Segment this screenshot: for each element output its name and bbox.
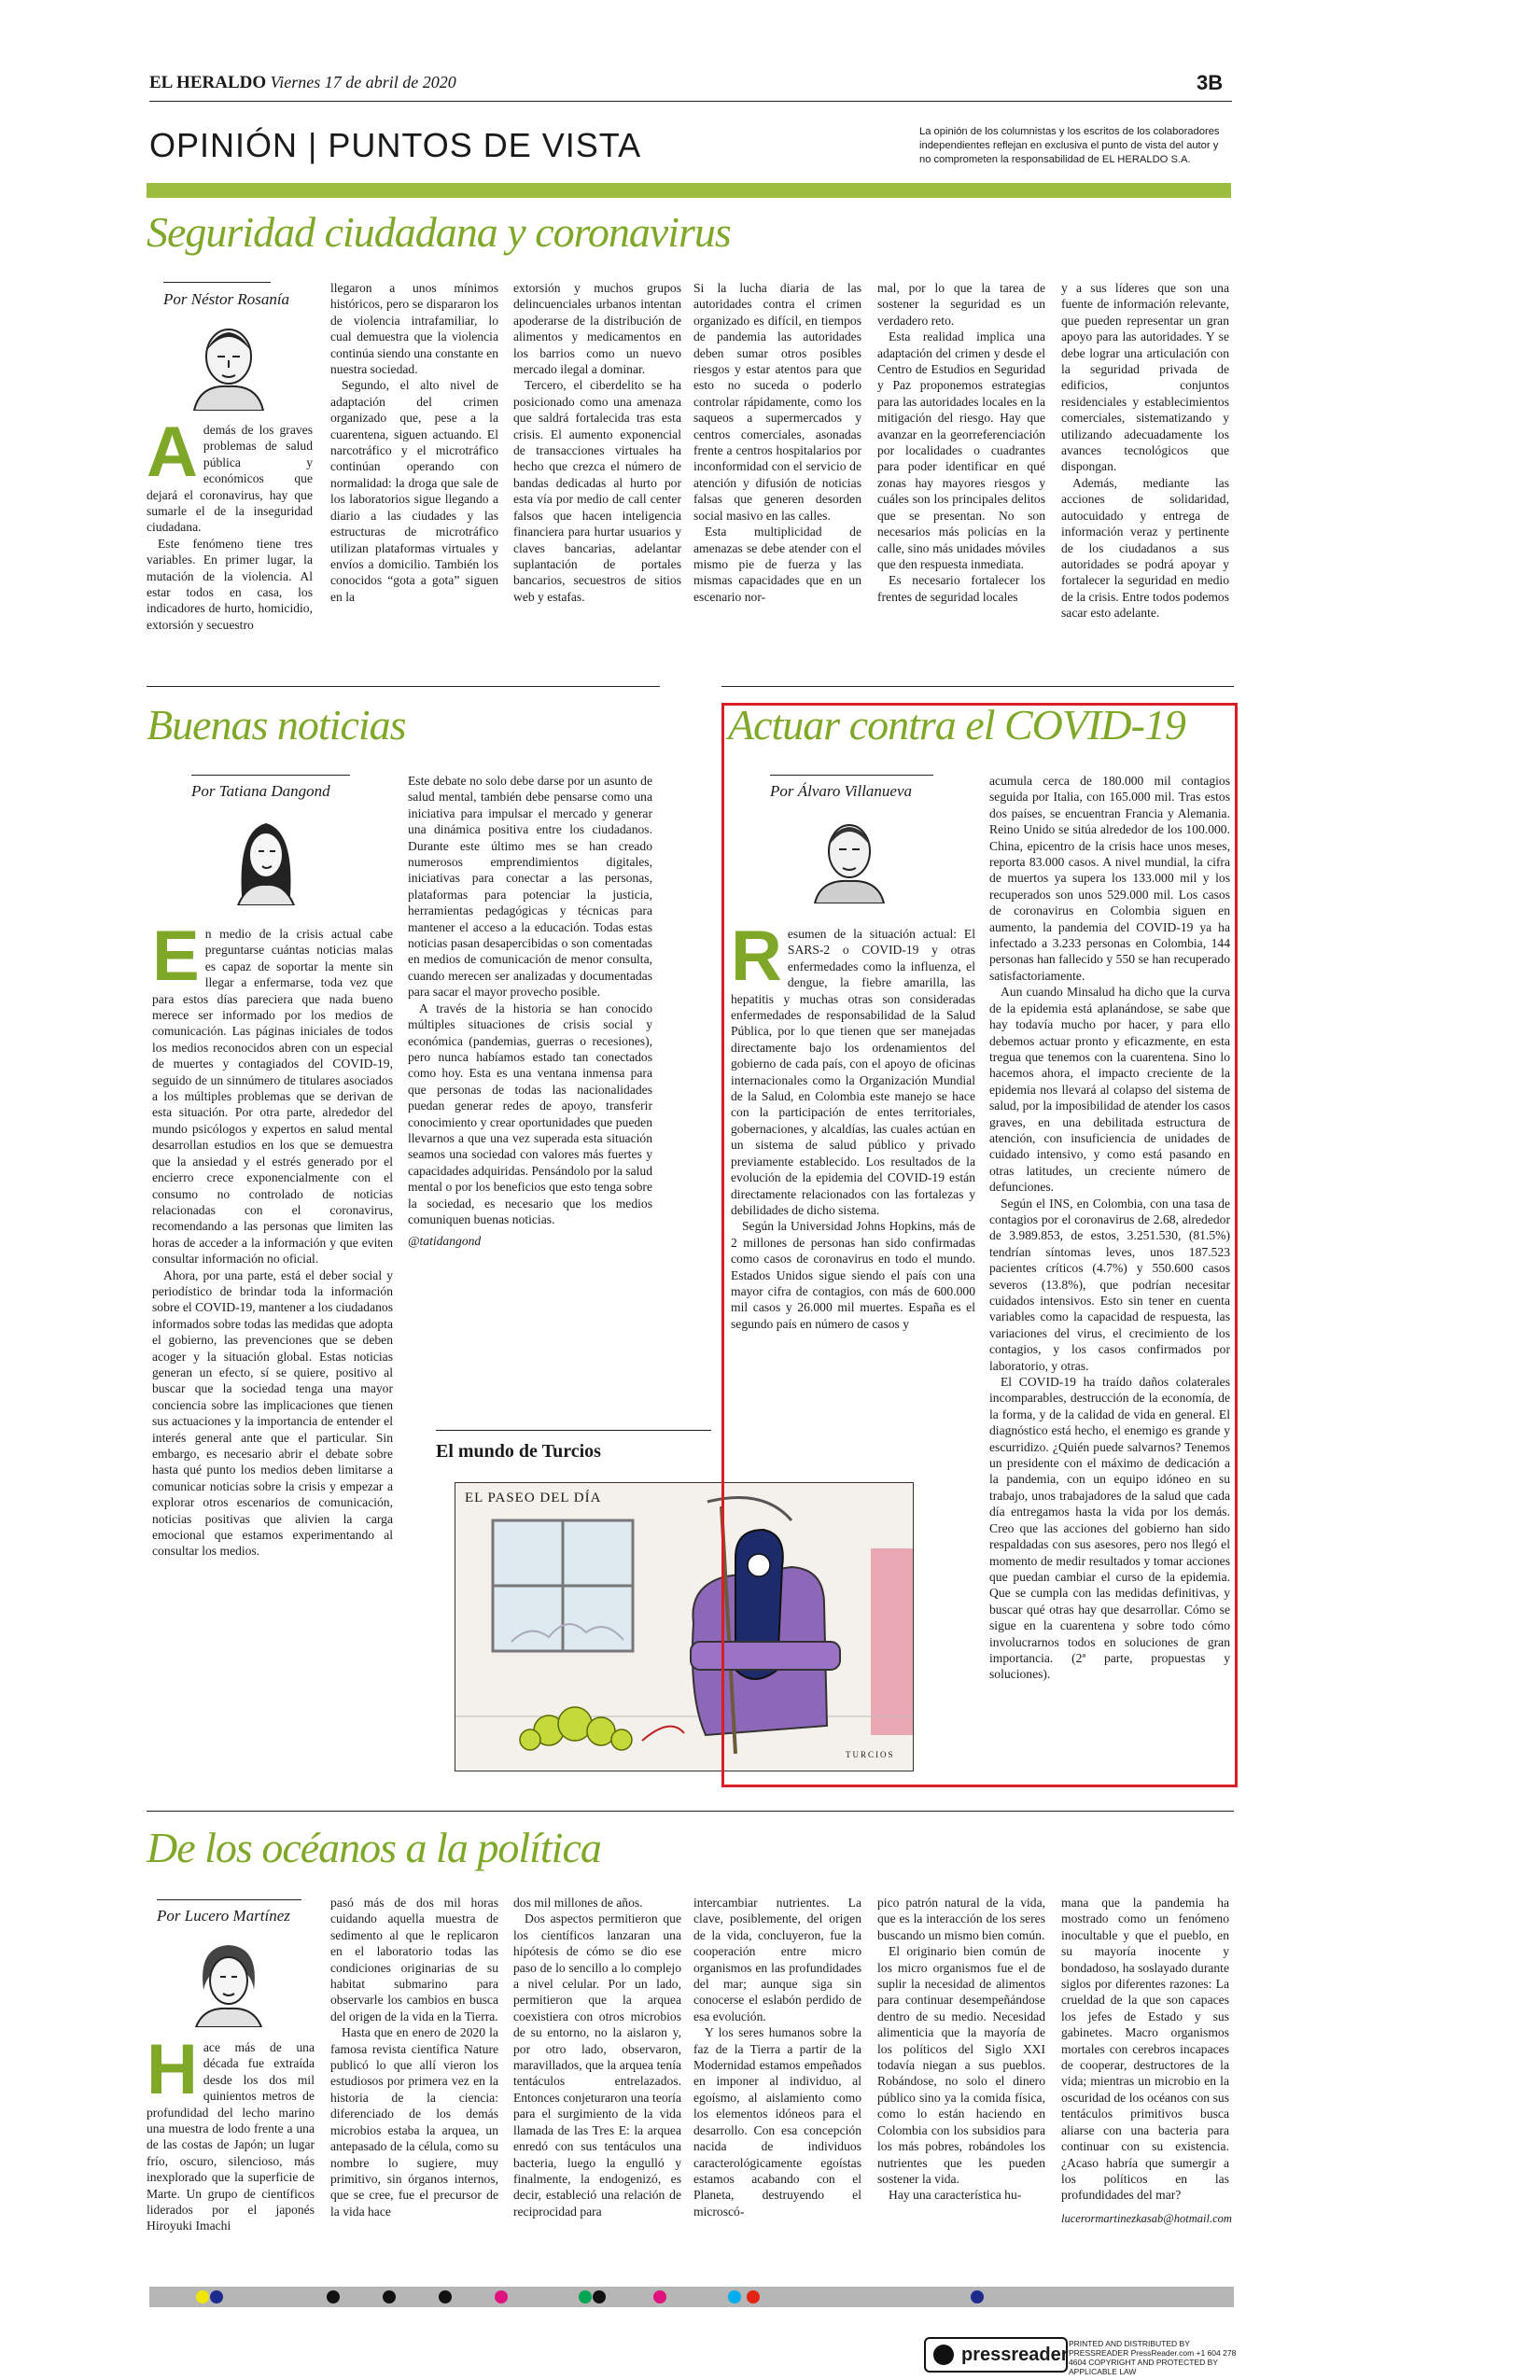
paper-name: EL HERALDO — [149, 73, 267, 92]
dropcap: E — [152, 917, 200, 996]
portrait-dangond — [229, 812, 303, 905]
issue-date: Viernes 17 de abril de 2020 — [270, 73, 456, 91]
column-1 — [152, 917, 393, 1560]
paragraph: extorsión y muchos grupos delincuenciales urbanos intentan apoderarse de la distribución de alimentos y medicamentos en los barrios como un nuevo mercado ilegal a dominar. — [513, 281, 681, 377]
paragraph: Es necesario fortalecer los frentes de seguridad locales — [877, 573, 1045, 604]
paragraph: Este fenómeno tiene tres variables. En primer lugar, la mutación de la violencia. Al estar todos en casa, los indicadores de hurto, homicidio, extorsión y secuestro — [147, 536, 313, 632]
paragraph: Este debate no solo debe darse por un asunto de salud mental, también debe pensarse como una iniciativa para impulsar el mercado y generar una dinámica positiva entre los ciudadanos. Durante este último mes se han creado numerosos emprendimientos digitales, iniciativas para conectar a las personas, plataformas para potenciar la justicia, herramientas pedagógicas y técnicas para mantener el acceso a la educación. Todas estas noticias pasan desapercibidas o son comentadas en medios de comunicación de menor consulta, cuando merecen ser analizadas y documentadas para sacar el mayor provecho posible. — [408, 774, 652, 1000]
page-number: 3B — [1197, 71, 1224, 94]
paragraph: Según el INS, en Colombia, con una tasa de contagios por el coronavirus de 2.68, alrededor de 3.989.853, de estos, 3.251.530, (81.5%) tendrían síntomas leves, unos 187.523 pacientes críticos (4.7%) y 550.600 casos severos (13.8%), que podrían necesitar cuidados intensivos. Esto sin tener en cuenta variables como la capacidad de respuesta, las variaciones del virus, el crecimiento de los contagios, y los casos confirmados por laboratorio, y otras. — [989, 1196, 1230, 1373]
pressreader-logo[interactable] — [924, 2337, 1068, 2373]
cartoon-panel-title: EL PASEO DEL DÍA — [465, 1491, 602, 1505]
registration-dot — [210, 2290, 223, 2303]
paragraph: y a sus líderes que son una fuente de información relevante, que pueden representar un gran apoyo para las autoridades. Y se debe lograr una articulación con la seguridad privada de edificios, conjuntos residenciales y establecimientos comerciales, sistematizando y utilizando adecuadamente los avances tecnológicos que dispongan. — [1061, 281, 1229, 474]
byline-rule — [157, 1899, 301, 1900]
portrait-martinez — [187, 1934, 271, 2027]
paragraph: Hasta que en enero de 2020 la famosa revista científica Nature publicó lo que allí vieron los estudiosos por primera vez en la historia de la ciencia: diferenciado de los demás microbios estaba la arquea, un antepasado de la célula, como su nombre lo sugiere, muy primitivo, sin órganos internos, que se cree, fue el precursor de la vida hace — [330, 2025, 498, 2219]
paragraph: Ahora, por una parte, está el deber social y periodístico de brindar toda la información sobre el COVID-19, mantener a los ciudadanos informados sobre todas las medidas que adopta el gobierno, las prevenciones que se deben acoger y la situación global. Estas noticias generan un efecto, sí se quiere, positivo al buscar que la sociedad tenga una mayor conciencia sobre las implicaciones que tienen sus actuaciones y la importancia de entender el interés general ante que el particular. Sin embargo, es necesario abrir el debate sobre hasta qué punto los medios deben limitarse a comunicar noticias sobre la crisis y empezar a explorar otros escenarios de comunicación, noticias positivas que alivien la carga emocional que estamos experimentando al consultar los medios. — [152, 1267, 393, 1559]
dropcap: A — [147, 413, 198, 492]
paragraph: n medio de la crisis actual cabe preguntarse cuántas noticias malas es capaz de soportar la mente sin llegar a enfermarse, toda vez que para estos días pareciera que nada bueno merece ser informado por los medios de comunicación. Las páginas iniciales de todos los medios reconocidos abren con un especial de muertes y contagiados del COVID-19, seguido de un sinnúmero de titulares asociados a los múltiples problemas que se derivan de esta situación. Por otra parte, alrededor del mundo psicólogos y expertos en salud mental desarrollan estudios en los que se demuestra que la ansiedad y el estrés generado por el encierro crece exponencialmente con el consumo no controlado de noticias relacionadas con el coronavirus, recomendando a las personas que limiten las horas de acceder a la información y que eviten consultar información no oficial. — [152, 927, 393, 1267]
byline-villanueva: Por Álvaro Villanueva — [770, 782, 913, 800]
twitter-handle: @tatidangond — [408, 1234, 482, 1249]
byline-rule — [163, 282, 271, 283]
author-email: lucerormartinezkasab@hotmail.com — [1061, 2211, 1232, 2225]
cartoon-rule — [436, 1430, 711, 1431]
column-1 — [731, 917, 975, 1332]
paragraph: dos mil millones de años. — [513, 1896, 643, 1910]
column-5 — [877, 280, 1045, 605]
byline-rule — [770, 775, 933, 776]
paragraph: demás de los graves problemas de salud pública y económicos que dejará el coronavirus, hay que sumarle el de la inseguridad ciudadana. — [147, 423, 313, 535]
registration-dot — [971, 2290, 984, 2303]
pressreader-icon — [933, 2345, 954, 2365]
registration-dot — [439, 2290, 452, 2303]
paragraph: Esta realidad implica una adaptación del crimen y desde el Centro de Estudios en Seguridad y Paz proponemos estrategias para las autoridades locales en la mitigación del riesgo. Hay que avanzar en la georreferenciación por localidades o cuadrantes para poder identificar en qué zonas hay mayores riesgos y cuáles son los principales delitos que se presentan. No son necesarios más policías en la calle, sino más unidades móviles que den respuesta inmediata. — [877, 329, 1045, 571]
byline-martinez: Por Lucero Martínez — [157, 1907, 290, 1925]
article-divider — [721, 686, 1234, 687]
column-6 — [1061, 1895, 1232, 2227]
paragraph: A través de la historia se han conocido múltiples situaciones de crisis social y económica (pandemias, guerras o recesiones), pero nunca habíamos estado tan conectados como hoy. Esta es una ventana inmensa para que personas de todas las nacionalidades puedan generar redes de apoyo, transferir conocimiento y crear oportunidades que pueden llevarnos a que una vez superada esta situación seamos una sociedad con valores más fuertes y capacidades adquiridas. Pensándolo por la salud mental o por los beneficios que esto tenga sobre la sociedad, es necesario que los medios comuniquen buenas noticias. — [408, 1001, 652, 1226]
column-2 — [408, 773, 652, 1250]
pressreader-info: PRINTED AND DISTRIBUTED BY PRESSREADER PressReader.com +1 604 278 4604 COPYRIGHT AND PROTECTED BY APPLICABLE LAW — [1069, 2339, 1237, 2376]
paragraph: ace más de una década fue extraída desde los dos mil quinientos metros de profundidad del lecho marino una muestra de lodo frente a una de las costas de Japón; un lugar frío, oscuro, silencioso, más inexplorado que la superficie de Marte. Un grupo de científicos liderados por el japonés Hiroyuki Imachi — [147, 2040, 315, 2233]
headline-buenas-noticias: Buenas noticias — [147, 701, 406, 749]
registration-dot — [327, 2290, 340, 2303]
paragraph: Y los seres humanos sobre la faz de la Tierra a partir de la Modernidad estamos empeñados en imponer al individuo, al egoísmo, al aislamiento como los elementos idóneos para el desarrollo. Con esa concepción nacida de individuos caracterológicamente egoístas estamos acabando con el Planeta, destruyendo el microscó- — [693, 2025, 861, 2219]
section-green-bar — [147, 183, 1231, 198]
cartoon-section-title: El mundo de Turcios — [436, 1441, 601, 1462]
registration-dot — [728, 2290, 741, 2303]
column-1 — [147, 2030, 315, 2234]
headline-oceanos: De los océanos a la política — [147, 1824, 601, 1871]
paragraph: Si la lucha diaria de las autoridades contra el crimen organizado es difícil, en tiempos de pandemia las autoridades deben sumar otros posibles riesgos y estar atentos para que esto no suceda o poderlo controlar rápidamente, como los saqueos a supermercados y centros comerciales, asonadas frente a centros hospitalarios por inconformidad con el servicio de atención y difusión de noticias falsas que generen desorden social masivo en las calles. — [693, 281, 861, 523]
masthead — [149, 73, 456, 93]
paragraph: Aun cuando Minsalud ha dicho que la curva de la epidemia está aplanándose, se sabe que hay todavía mucho por hacer, y para ello debemos actuar pronto y eficazmente, en esta tregua que tenemos con la cuarentena. Sino lo hacemos ahora, el impacto creciente de la epidemia nos llevará al colapso del sistema de salud, por la imposibilidad de atender los casos graves, en una debilitada estructura de atención, con insuficiencia de unidades de cuidado intensivo, y como está pasando en otras latitudes, un creciente número de defunciones. — [989, 985, 1230, 1195]
registration-dot — [383, 2290, 396, 2303]
registration-dot — [593, 2290, 606, 2303]
masthead-rule — [149, 101, 1232, 102]
paragraph: Esta multiplicidad de amenazas se debe atender con el mismo pie de fuerza y las mismas capacidades que en un escenario nor- — [693, 525, 861, 604]
column-3 — [513, 280, 681, 605]
byline-dangond: Por Tatiana Dangond — [191, 782, 330, 800]
registration-dot — [747, 2290, 760, 2303]
column-3 — [513, 1895, 681, 2219]
section-title: OPINIÓN | PUNTOS DE VISTA — [149, 126, 642, 164]
paragraph: El COVID-19 ha traído daños colaterales incomparables, destrucción de la economía, de la forma, y de la calidad de vida en general. El diagnóstico está hecho, el enemigo es grande y escurridizo. ¿Quién puede salvarnos? Tenemos un presidente con el máximo de dedicación a la pandemia, con un equipo idóneo en su trabajo, unos trabajadores de la salud que cada día entregamos hasta la vida por los demás. Creo que las acciones del gobierno han sido respaldadas con sus asesores, pero nos llegó el momento de medir resultados y tomar acciones que puedan cambiar el curso de la epidemia. Que se cumpla con las medidas definitivas, y buscar qué otras hay que desarrollar. Cómo se sigue en la cuarentena y sobre todo cómo involucrarnos todos en soluciones de gran importancia. (2ª parte, propuestas y soluciones). — [989, 1375, 1230, 1682]
paragraph: Tercero, el ciberdelito se ha posicionado como una amenaza que saldrá fortalecida tras esta crisis. El aumento exponencial de transacciones virtuales ha hecho que crezca el número de bandas dedicadas al hurto por esta vía por medio de call center falsos que hacen inteligencia financiera para hurtar usuarios y claves bancarias, adelantar suplantación de portales bancarios, secuestros de sitios web y estafas. — [513, 378, 681, 604]
paragraph: esumen de la situación actual: El SARS-2 o COVID-19 y otras enfermedades como la influenza, el dengue, la fiebre amarilla, las hepatitis y muchas otras son consideradas enfermedades de responsabilidad de la Salud Pública, por lo que tienen que ser manejadas directamente bajo los ordenamientos del gobierno de cada país, con el apoyo de oficinas internacionales como la Organización Mundial de la Salud, en Colombia este manejo se hace con la participación de entes territoriales, gobernaciones, y alcaldías, las cuales actúan en un sistema de salud público y privado previamente establecido. Los resultados de la evolución de la epidemia del COVID-19 están directamente relacionados con las fortalezas y debilidades de dicho sistema. — [731, 927, 975, 1217]
paragraph: Según la Universidad Johns Hopkins, más de 2 millones de personas han sido confirmadas como casos de coronavirus en todo el mundo. Estados Unidos sigue siendo el país con una mayor cifra de contagios, con más de 600.000 mil casos y 26.000 mil muertes. España es el segundo país en número de casos y — [731, 1219, 975, 1331]
registration-dot — [653, 2290, 666, 2303]
portrait-villanueva — [807, 810, 891, 903]
paragraph: pico patrón natural de la vida, que es la interacción de los seres buscando un mismo bien común. — [877, 1896, 1045, 1942]
cartoon-signature: TURCIOS — [846, 1750, 895, 1759]
byline-rosania: Por Néstor Rosanía — [163, 290, 290, 308]
paragraph: Hay una característica hu- — [889, 2188, 1022, 2203]
byline-rule — [191, 775, 350, 776]
registration-dot — [579, 2290, 592, 2303]
paragraph: El originario bien común de los micro organismos fue el de suplir la necesidad de alimentos para continuar desempeñándose dentro de su medio. Necesidad alimenticia que la mayoría de los políticos del Siglo XXI todavía niegan a sus pueblos. Robándose, no solo el dinero público sino ya la comida física, como lo están haciendo en Colombia con los subsidios para los más pobres, robándoles los nutrientes que les pueden sostener la vida. — [877, 1944, 1045, 2186]
paragraph: mana que la pandemia ha mostrado como un fenómeno inocultable y que el pueblo, en su mayoría inocente y bondadoso, ha soslayado durante siglos por diferentes razones: La crueldad de la que son capaces los jefes de Estado y sus gabinetes. Macro organismos mortales con cerebros incapaces de cooperar, destructores de la vida; mientras un microbio en la oscuridad de los océanos con sus tentáculos primitivos busca aliarse con una bacteria para continuar con su existencia. ¿Acaso habría que sumergir a los políticos en las profundidades del mar? — [1061, 1896, 1229, 2203]
column-6 — [1061, 280, 1229, 622]
paragraph: Segundo, el alto nivel de adaptación del crimen organizado que, pese a la cuarentena, siguen actuando. El narcotráfico y el microtráfico continúan operando con normalidad: la droga que sale de los laboratorios sigue llegando a diario a las ciudades y las estructuras de microtráfico utilizan plataformas virtuales y envíos a domicilio. También los conocidos “gota a gota” siguen en la — [330, 378, 498, 604]
headline-seguridad: Seguridad ciudadana y coronavirus — [147, 208, 731, 256]
disclaimer: La opinión de los columnistas y los escritos de los colaboradores independientes reflejan en exclusiva el punto de vista del autor y no comprometen la responsabilidad de EL HERALDO S.A. — [919, 126, 1220, 165]
paragraph: Dos aspectos permitieron que los científicos lanzaran una hipótesis de cómo se dio ese paso de lo sencillo a lo complejo a nivel celular. Por un lado, permitieron que la arquea coexistiera con otros microbios de su entorno, no la aislaron y, por otro lado, observaron, maravillados, que la arquea tenía tentáculos entrelazados. Entonces conjeturaron una teoría para el surgimiento de la vida llamada de las Tres E: la arquea enredó con sus tentáculos una bacteria, luego la engulló y finalmente, la endogenizó, es decir, estableció una relación de reciprocidad para — [513, 1911, 681, 2219]
registration-dot — [196, 2290, 209, 2303]
column-5 — [877, 1895, 1045, 2204]
paragraph: pasó más de dos mil horas cuidando aquella muestra de sedimento al que le replicaron en el laboratorio todas las condiciones originarias de su habitat submarino para observarle los cambios en busca del origen de la vida en la Tierra. — [330, 1896, 498, 2023]
column-4 — [693, 1895, 861, 2219]
paragraph: mal, por lo que la tarea de sostener la seguridad es un verdadero reto. — [877, 281, 1045, 328]
column-2 — [330, 280, 498, 605]
registration-dots — [149, 2290, 1234, 2303]
registration-dot — [495, 2290, 508, 2303]
column-4 — [693, 280, 861, 605]
dropcap: R — [731, 917, 782, 996]
paragraph: llegaron a unos mínimos históricos, pero se dispararon los de violencia intrafamiliar, lo cual demuestra que la violencia continúa siendo una constante en nuestra sociedad. — [330, 281, 498, 377]
paragraph: acumula cerca de 180.000 mil contagios seguida por Italia, con 165.000 mil. Tras estos dos países, se encuentran Francia y Alemania. Reino Unido se sitúa alrededor de los 100.000. China, epicentro de la crisis hace unos meses, reporta 83.000 casos. A nivel mundial, la cifra de muertos ya supera los 133.000 mil y los recuperados son unos 529.000 mil. Los casos de coronavirus en Colombia siguen en aumento, la pandemia del COVID-19 ya ha infectado a 3.233 personas en Colombia, 144 personas han fallecido y 550 se han recuperado satisfactoriamente. — [989, 774, 1230, 983]
column-2 — [330, 1895, 498, 2219]
paragraph: intercambiar nutrientes. La clave, posiblemente, del origen de la vida, concluyeron, fue la cooperación entre micro organismos en las profundidades del mar; aunque siga sin conocerse el eslabón perdido de esa evolución. — [693, 1896, 861, 2023]
dropcap: H — [147, 2030, 198, 2109]
headline-covid: Actuar contra el COVID-19 — [728, 701, 1185, 749]
article-divider — [147, 686, 660, 687]
paragraph: Además, mediante las acciones de solidaridad, autocuidado y entrega de información veraz y pertinente de los ciudadanos a sus autoridades se podrá apoyar y fortalecer la seguridad en medio de la crisis. Entre todos podemos sacar esto adelante. — [1061, 475, 1229, 621]
article-divider — [147, 1811, 1234, 1812]
column-1 — [147, 413, 313, 633]
pressreader-brand: pressreader — [961, 2345, 1069, 2365]
portrait-rosania — [187, 317, 271, 411]
column-2 — [989, 773, 1230, 1683]
